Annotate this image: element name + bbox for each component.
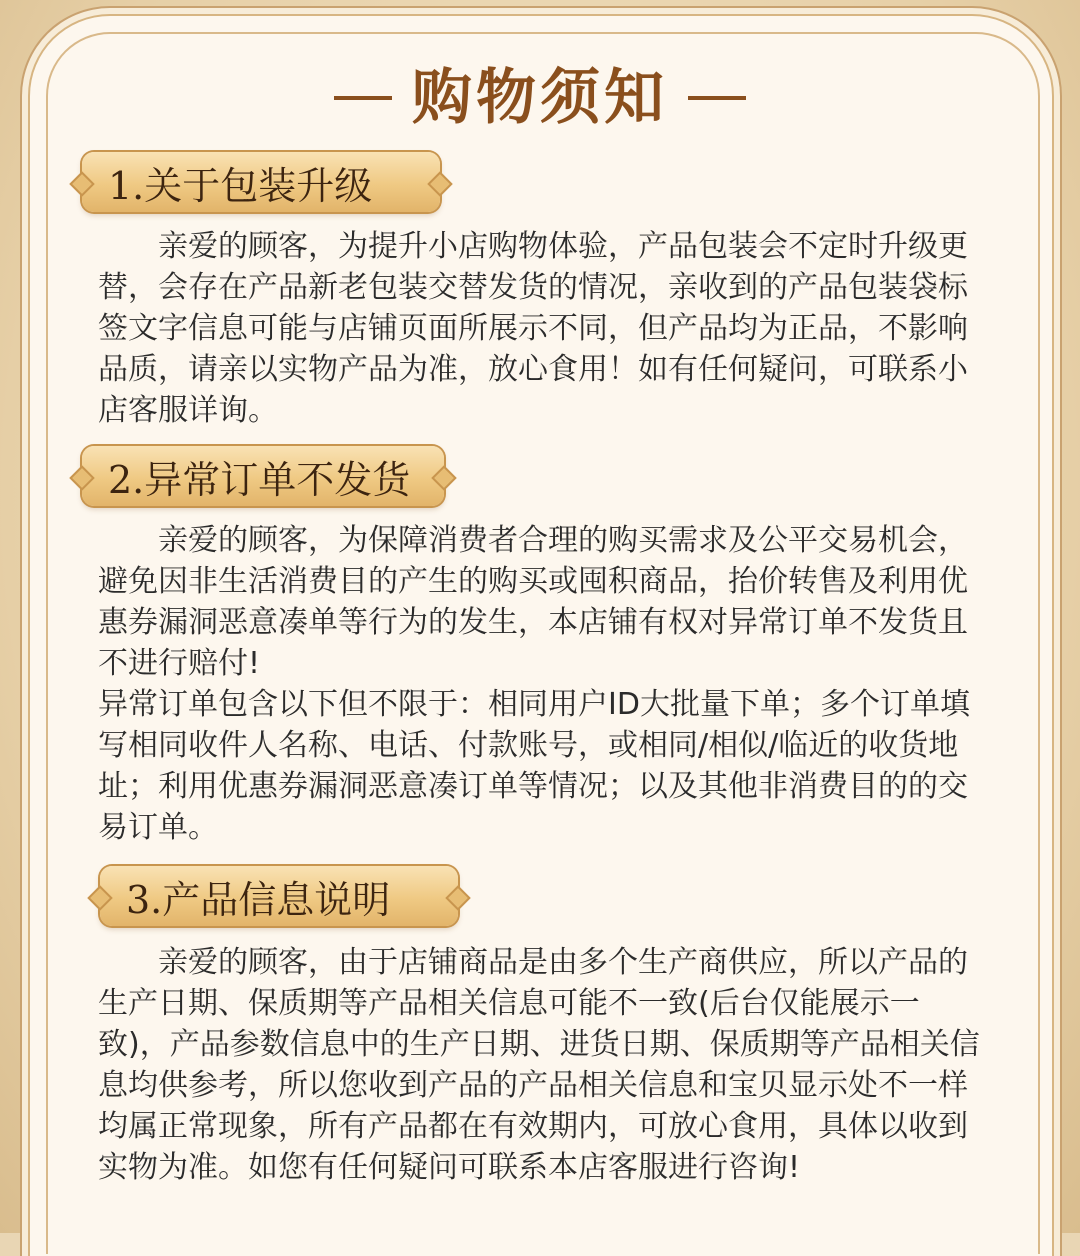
section-heading-label: 2.异常订单不发货: [108, 457, 411, 502]
title-dash-left: [334, 96, 392, 100]
title-row: [0, 58, 1080, 138]
section-body-product-info: [98, 942, 990, 1188]
title-dash-right: [688, 96, 746, 100]
section-heading-product-info: [100, 866, 458, 926]
section-heading-abnormal-orders: [82, 446, 444, 506]
section-body-packaging: [98, 226, 990, 431]
section-paragraph: 亲爱的顾客，为提升小店购物体验，产品包装会不定时升级更替，会存在产品新老包装交替发货的情况，亲收到的产品包装袋标签文字信息可能与店铺页面所展示不同，但产品均为正品，不影响品质，请亲以实物产品为准，放心食用！如有任何疑问，可联系小店客服详询。: [98, 229, 968, 428]
section-paragraph: 亲爱的顾客，由于店铺商品是由多个生产商供应，所以产品的生产日期、保质期等产品相关信息可能不一致(后台仅能展示一致)，产品参数信息中的生产日期、进货日期、保质期等产品相关信息均供参考，所以您收到产品的产品相关信息和宝贝显示处不一样均属正常现象，所有产品都在有效期内，可放心食用，具体以收到实物为准。如您有任何疑问可联系本店客服进行咨询!: [98, 945, 980, 1185]
section-body-abnormal-orders: [98, 520, 990, 848]
page-title: 购物须知: [412, 63, 668, 133]
section-heading-label: 1.关于包装升级: [108, 163, 373, 208]
section-paragraph: 异常订单包含以下但不限于：相同用户ID大批量下单；多个订单填写相同收件人名称、电话、付款账号，或相同/相似/临近的收货地址；利用优惠券漏洞恶意凑订单等情况；以及其他非消费目的的交易订单。: [98, 687, 970, 845]
section-paragraph: 亲爱的顾客，为保障消费者合理的购买需求及公平交易机会，避免因非生活消费目的产生的购买或囤积商品，抬价转售及利用优惠券漏洞恶意凑单等行为的发生，本店铺有权对异常订单不发货且不进行赔付!: [98, 523, 968, 681]
section-heading-packaging: [82, 152, 440, 212]
section-heading-label: 3.产品信息说明: [126, 877, 391, 922]
